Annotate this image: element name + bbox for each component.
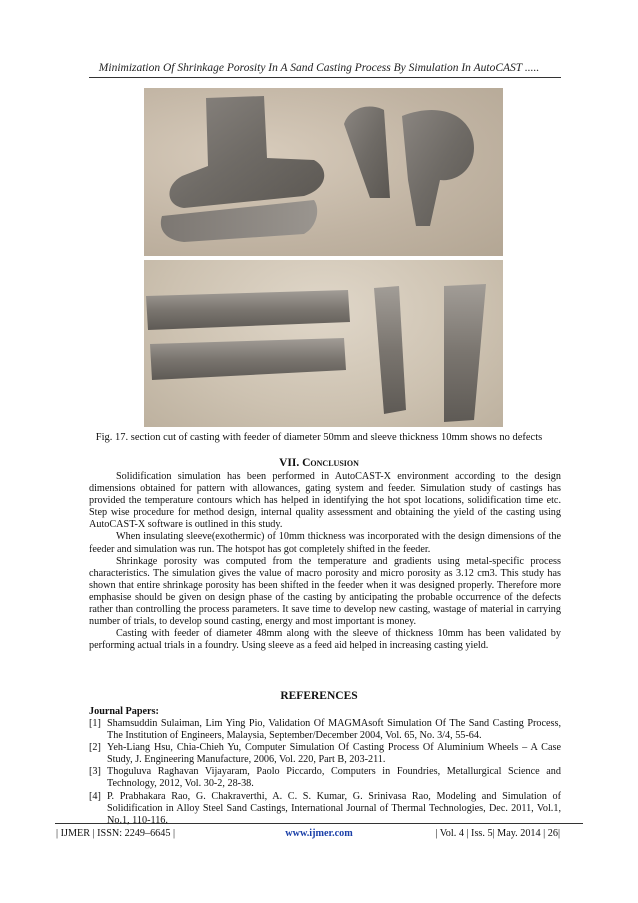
- casting-bar-lower: [150, 338, 346, 380]
- reference-list: [89, 718, 561, 827]
- reference-text: Yeh-Liang Hsu, Chia-Chieh Yu, Computer Simulation Of Casting Process Of Aluminium Wheels – A Case Study, J. Engineering Manufacture, 2006, Vol. 220, Part B, 203-211.: [107, 742, 561, 766]
- paragraph: When insulating sleeve(exothermic) of 10mm thickness was incorporated with the design dimensions of the feeder and simulation was run. The hotspot has got completely shifted in the feeder.: [89, 531, 561, 555]
- conclusion-body: [89, 471, 561, 652]
- casting-part-left: [169, 96, 324, 208]
- reference-item: [89, 766, 561, 790]
- paragraph: Solidification simulation has been performed in AutoCAST-X environment according to the design dimensions obtained for pattern with allowances, gating system and feeder. Simulation study of castings has provided the temperature contours which has helped in identifying the hot spot locations, solidification time etc. Step wise procedure for method design, internal quality assessment and obtaining the yield of the casting using AutoCAST-X software is outlined in this study.: [89, 471, 561, 531]
- reference-number: [4]: [89, 790, 101, 802]
- journal-papers-label: Journal Papers:: [89, 706, 159, 717]
- footer-website-link[interactable]: www.ijmer.com: [285, 828, 353, 839]
- paragraph: Shrinkage porosity was computed from the temperature and gradients using metal-specific process characteristics. The simulation gives the value of macro porosity and micro porosity as 3.12 cm3. This study has shown that entire shrinkage porosity has been shifted in the feeder when it was designed properly. Therefore more emphasise should be given on design phase of the casting by anticipating the probable occurrence of the defects rather than controlling the process parameters. It save time to develop new casting, wastage of material in carrying number of trials, to develop sound casting, energy and most important is money.: [89, 555, 561, 628]
- reference-text: P. Prabhakara Rao, G. Chakraverthi, A. C. S. Kumar, G. Srinivasa Rao, Modeling and Simulation of Solidification in Alloy Steel Sand Castings, International Journal of Thermal Technologies, Dec. 2011, Vol.1, No.1, 110-116.: [107, 790, 561, 826]
- casting-part-right: [344, 106, 390, 198]
- reference-item: [89, 742, 561, 766]
- casting-bar-upper: [146, 290, 350, 330]
- reference-number: [1]: [89, 718, 101, 729]
- footer-journal-info: | IJMER | ISSN: 2249–6645 |: [56, 828, 176, 839]
- footer-rule: [55, 823, 583, 824]
- reference-number: [2]: [89, 742, 101, 754]
- reference-text: Thoguluva Raghavan Vijayaram, Paolo Piccardo, Computers in Foundries, Metallurgical Science and Technology, 2012, Vol. 30-2, 28-38.: [107, 766, 561, 790]
- references-heading: REFERENCES: [280, 690, 358, 702]
- footer-issue-info: | Vol. 4 | Iss. 5| May. 2014 | 26|: [435, 828, 560, 839]
- casting-photo-bottom: [144, 260, 503, 427]
- reference-item: [89, 718, 561, 742]
- casting-block-left: [374, 286, 406, 414]
- figure-caption: Fig. 17. section cut of casting with feeder of diameter 50mm and sleeve thickness 10mm shows no defects: [95, 432, 543, 443]
- header-rule: [89, 77, 561, 78]
- reference-text: Shamsuddin Sulaiman, Lim Ying Pio, Validation Of MAGMAsoft Simulation Of The Sand Casting Process, The Institution of Engineers, Malaysia, September/December 2004, Vol. 65, No. 3/4, 55-64.: [107, 718, 561, 742]
- section-title: Conclusion: [302, 457, 359, 469]
- casting-photo-top: [144, 88, 503, 256]
- section-number: VII.: [279, 457, 300, 469]
- running-header: Minimization Of Shrinkage Porosity In A Sand Casting Process By Simulation In AutoCAST .....: [98, 62, 540, 74]
- casting-part-right-head: [402, 110, 474, 226]
- reference-number: [3]: [89, 766, 101, 778]
- section-heading: [0, 457, 638, 469]
- paragraph: Casting with feeder of diameter 48mm along with the sleeve of thickness 10mm has been validated by performing actual trials in a foundry. Using sleeve as a feed aid helped in increasing casting yield.: [89, 628, 561, 652]
- reference-item: [89, 791, 561, 827]
- casting-block-right: [444, 284, 486, 422]
